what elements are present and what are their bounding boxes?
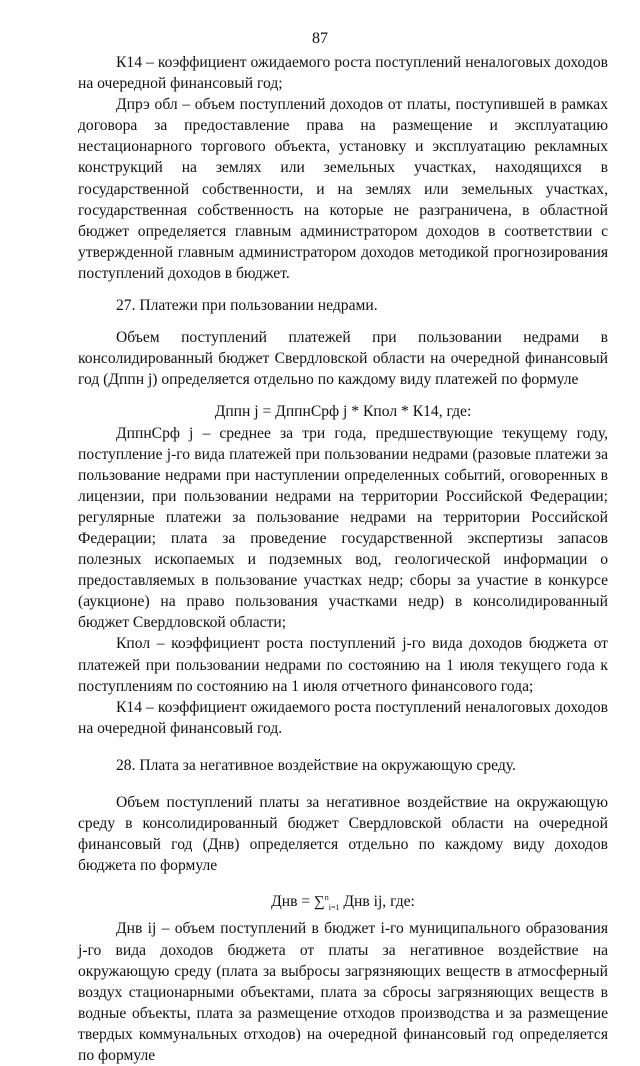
sum-upper-limit: n	[324, 893, 329, 903]
formula-right: Днв ij, где:	[339, 893, 415, 911]
section-27-heading: 27. Платежи при пользовании недрами.	[116, 297, 378, 315]
paragraph-dpre-definition: Дпрэ обл – объем поступлений доходов от платы, поступившей в рамках договора за предоставление права на размещение и эксплуатацию нестационарного торгового объекта, установку и эксплуатацию рекламных конструкций на землях или земельных участках, находящихся в государственной собственности, и на землях или земельных участках, государственная собственность на которые не разграничена, в областной бюджет определяется главным администратором доходов в соответствии с утвержденной главным администратором доходов методикой прогнозирования поступлений доходов в бюджет.	[78, 96, 608, 282]
section-28-intro: Объем поступлений платы за негативное воздействие на окружающую среду в консолидированный бюджет Свердловской области на очередной финансовый год (Днв) определяется отдельно по каждому виду доходов бюджета по формуле	[78, 794, 608, 875]
section-28-heading: 28. Плата за негативное воздействие на окружающую среду.	[116, 756, 516, 774]
definition-kpol: Кпол – коэффициент роста поступлений j-го вида доходов бюджета от платежей при пользовании недрами по состоянию на 1 июля текущего года к поступлениям по состоянию на 1 июля отчетного финансового года;	[78, 635, 608, 695]
definition-dppnsrf: ДппнСрф j – среднее за три года, предшествующие текущему году, поступление j-го вида платежей при пользовании недрами (разовые платежи за пользование недрами при наступлении определенных событий, оговоренных в лицензии, при пользовании недрами на территории Российской Федерации; регулярные платежи за пользование недрами на территории Российской Федерации; плата за проведение государственной экспертизы запасов полезных ископаемых и подземных вод, геологической информации о предоставляемых в пользование участках недр; сборы за участие в конкурсе (аукционе) на право пользования участками недр) в консолидированный бюджет Свердловской области;	[78, 424, 608, 632]
definition-k14: К14 – коэффициент ожидаемого роста поступлений неналоговых доходов на очередной финансовый год.	[78, 698, 608, 737]
section-27-intro: Объем поступлений платежей при пользовании недрами в консолидированный бюджет Свердловской области на очередной финансовый год (Дппн j) определяется отдельно по каждому виду платежей по формуле	[78, 329, 608, 389]
page-number: 87	[312, 30, 328, 47]
document-body	[78, 52, 608, 1066]
formula-left: Днв =	[271, 893, 315, 911]
section-28-formula	[78, 887, 608, 918]
paragraph-k14-definition: К14 – коэффициент ожидаемого роста поступлений неналоговых доходов на очередной финансовый год;	[78, 54, 608, 93]
definition-dnv-ij: Днв ij – объем поступлений в бюджет i-го муниципального образования j-го вида доходов бюджета от платы за негативное воздействие на окружающую среду (плата за выбросы загрязняющих веществ в атмосферный воздух стационарными объектами, плата за сбросы загрязняющих веществ в водные объекты, плата за размещение отходов производства и за размещение твердых коммунальных отходов) на очередной финансовый год определяется по формуле	[78, 920, 608, 1065]
sum-lower-limit: i=1	[328, 903, 340, 913]
summation-sign: ∑$^n_{i=1}$	[314, 893, 340, 913]
section-27-formula: Дппн j = ДппнСрф j * Кпол * К14, где:	[214, 403, 472, 421]
